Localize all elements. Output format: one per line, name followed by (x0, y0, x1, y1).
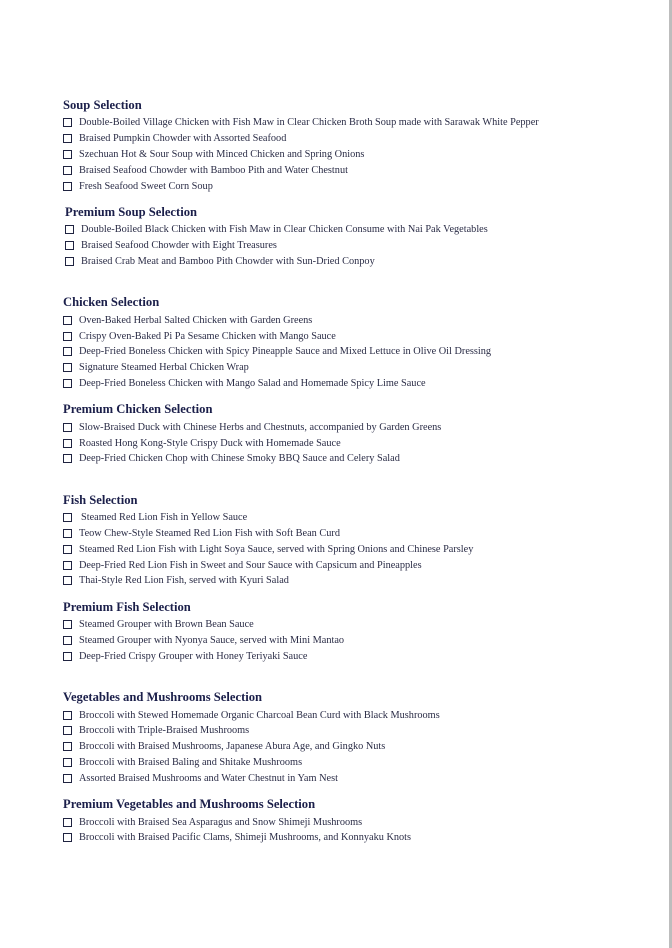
list-item[interactable] (65, 254, 663, 270)
section-title: Soup Selection (63, 98, 142, 112)
list-item[interactable] (63, 541, 663, 557)
item-label: Broccoli with Braised Mushrooms, Japanese Abura Age, and Gingko Nuts (79, 741, 386, 753)
item-label: Crispy Oven-Baked Pi Pa Sesame Chicken with Mango Sauce (79, 330, 336, 342)
checkbox[interactable] (63, 347, 72, 356)
checkbox[interactable] (63, 561, 72, 570)
checkbox[interactable] (63, 513, 72, 522)
item-label: Braised Seafood Chowder with Eight Treasures (81, 240, 277, 252)
item-label: Braised Crab Meat and Bamboo Pith Chowder with Sun-Dried Conpoy (81, 255, 375, 267)
premium-chicken-section (63, 400, 663, 466)
menu-selection-form (63, 96, 663, 846)
item-label: Steamed Red Lion Fish in Yellow Sauce (81, 512, 248, 524)
section-title: Vegetables and Mushrooms Selection (63, 690, 263, 705)
list-item[interactable] (63, 633, 663, 649)
checkbox[interactable] (65, 257, 74, 266)
item-label: Broccoli with Triple-Braised Mushrooms (79, 725, 250, 737)
list-item[interactable] (63, 648, 663, 664)
section-title: Premium Fish Selection (63, 599, 191, 614)
item-label: Broccoli with Stewed Homemade Organic Charcoal Bean Curd with Black Mushrooms (79, 709, 440, 721)
item-label: Double-Boiled Village Chicken with Fish Maw in Clear Chicken Broth Soup made with Sarawak White Pepper (79, 117, 539, 129)
item-label: Assorted Braised Mushrooms and Water Chestnut in Yam Nest (79, 772, 338, 784)
checkbox[interactable] (63, 529, 72, 538)
checkbox[interactable] (63, 332, 72, 341)
item-label: Roasted Hong Kong-Style Crispy Duck with Homemade Sauce (79, 437, 341, 449)
item-label: Fresh Seafood Sweet Corn Soup (79, 180, 213, 192)
list-item[interactable] (63, 376, 663, 392)
item-label: Deep-Fried Boneless Chicken with Mango Salad and Homemade Spicy Lime Sauce (79, 377, 426, 389)
chicken-section (63, 293, 663, 391)
premium-vegetables-section (63, 795, 663, 846)
list-item[interactable] (63, 131, 663, 147)
section-title: Chicken Selection (63, 295, 160, 310)
checkbox[interactable] (63, 316, 72, 325)
checkbox[interactable] (63, 134, 72, 143)
list-item[interactable] (63, 162, 663, 178)
checkbox[interactable] (63, 439, 72, 448)
checkbox[interactable] (63, 166, 72, 175)
item-label: Deep-Fried Boneless Chicken with Spicy Pineapple Sauce and Mixed Lettuce in Olive Oil Dressing (79, 346, 492, 358)
list-item[interactable] (63, 723, 663, 739)
list-item[interactable] (63, 526, 663, 542)
vegetables-section (63, 688, 663, 786)
list-item[interactable] (63, 147, 663, 163)
checkbox[interactable] (63, 636, 72, 645)
checkbox[interactable] (63, 652, 72, 661)
section-title: Premium Vegetables and Mushrooms Selection (63, 797, 316, 812)
item-label: Broccoli with Braised Baling and Shitake Mushrooms (79, 756, 303, 768)
section-title: Premium Chicken Selection (63, 402, 213, 417)
list-item[interactable] (63, 557, 663, 573)
item-label: Deep-Fried Red Lion Fish in Sweet and Sour Sauce with Capsicum and Pineapples (79, 559, 422, 571)
checkbox[interactable] (63, 726, 72, 735)
list-item[interactable] (63, 617, 663, 633)
checkbox[interactable] (63, 620, 72, 629)
list-item[interactable] (65, 238, 663, 254)
item-label: Thai-Style Red Lion Fish, served with Kyuri Salad (79, 575, 289, 587)
item-label: Slow-Braised Duck with Chinese Herbs and Chestnuts, accompanied by Garden Greens (79, 421, 442, 433)
checkbox[interactable] (63, 379, 72, 388)
item-label: Braised Seafood Chowder with Bamboo Pith and Water Chestnut (79, 164, 348, 176)
list-item[interactable] (63, 739, 663, 755)
item-label: Broccoli with Braised Sea Asparagus and Snow Shimeji Mushrooms (79, 816, 363, 828)
checkbox[interactable] (63, 576, 72, 585)
item-label: Teow Chew-Style Steamed Red Lion Fish with Soft Bean Curd (79, 527, 340, 539)
section-title: Premium Soup Selection (65, 204, 198, 219)
checkbox[interactable] (63, 774, 72, 783)
premium-soup-section (63, 203, 663, 269)
item-label: Oven-Baked Herbal Salted Chicken with Garden Greens (79, 314, 313, 326)
list-item[interactable] (63, 770, 663, 786)
list-item[interactable] (63, 115, 663, 131)
list-item[interactable] (63, 344, 663, 360)
item-label: Double-Boiled Black Chicken with Fish Maw in Clear Chicken Consume with Nai Pak Vegetables (81, 224, 488, 236)
item-label: Steamed Grouper with Brown Bean Sauce (79, 619, 254, 631)
list-item[interactable] (63, 814, 663, 830)
checkbox[interactable] (63, 423, 72, 432)
checkbox[interactable] (63, 363, 72, 372)
list-item[interactable] (65, 222, 663, 238)
checkbox[interactable] (65, 225, 74, 234)
list-item[interactable] (63, 573, 663, 589)
fish-section (63, 491, 663, 589)
item-label: Deep-Fried Chicken Chop with Chinese Smoky BBQ Sauce and Celery Salad (79, 453, 400, 465)
list-item[interactable] (63, 419, 663, 435)
premium-fish-section (63, 598, 663, 664)
soup-section (63, 96, 663, 194)
item-label: Steamed Red Lion Fish with Light Soya Sauce, served with Spring Onions and Chinese Parsley (79, 543, 474, 555)
checkbox[interactable] (63, 182, 72, 191)
list-item[interactable] (63, 312, 663, 328)
item-label: Szechuan Hot & Sour Soup with Minced Chicken and Spring Onions (79, 148, 365, 160)
list-item[interactable] (63, 707, 663, 723)
list-item[interactable] (63, 328, 663, 344)
list-item[interactable] (63, 435, 663, 451)
list-item[interactable] (63, 451, 663, 467)
list-item[interactable] (63, 360, 663, 376)
list-item[interactable] (63, 830, 663, 846)
checkbox[interactable] (63, 545, 72, 554)
checkbox[interactable] (63, 833, 72, 842)
item-label: Steamed Grouper with Nyonya Sauce, served with Mini Mantao (79, 634, 345, 646)
checkbox[interactable] (63, 818, 72, 827)
checkbox[interactable] (63, 118, 72, 127)
item-label: Deep-Fried Crispy Grouper with Honey Teriyaki Sauce (79, 650, 308, 662)
checkbox[interactable] (63, 454, 72, 463)
section-title: Fish Selection (63, 492, 138, 507)
checkbox[interactable] (63, 150, 72, 159)
checkbox[interactable] (63, 711, 72, 720)
item-label: Broccoli with Braised Pacific Clams, Shimeji Mushrooms, and Konnyaku Knots (79, 832, 412, 844)
item-label: Signature Steamed Herbal Chicken Wrap (79, 362, 249, 374)
list-item[interactable] (63, 510, 663, 526)
item-label: Braised Pumpkin Chowder with Assorted Seafood (79, 133, 287, 145)
checkbox[interactable] (63, 758, 72, 767)
list-item[interactable] (63, 755, 663, 771)
checkbox[interactable] (65, 241, 74, 250)
checkbox[interactable] (63, 742, 72, 751)
list-item[interactable] (63, 178, 663, 194)
